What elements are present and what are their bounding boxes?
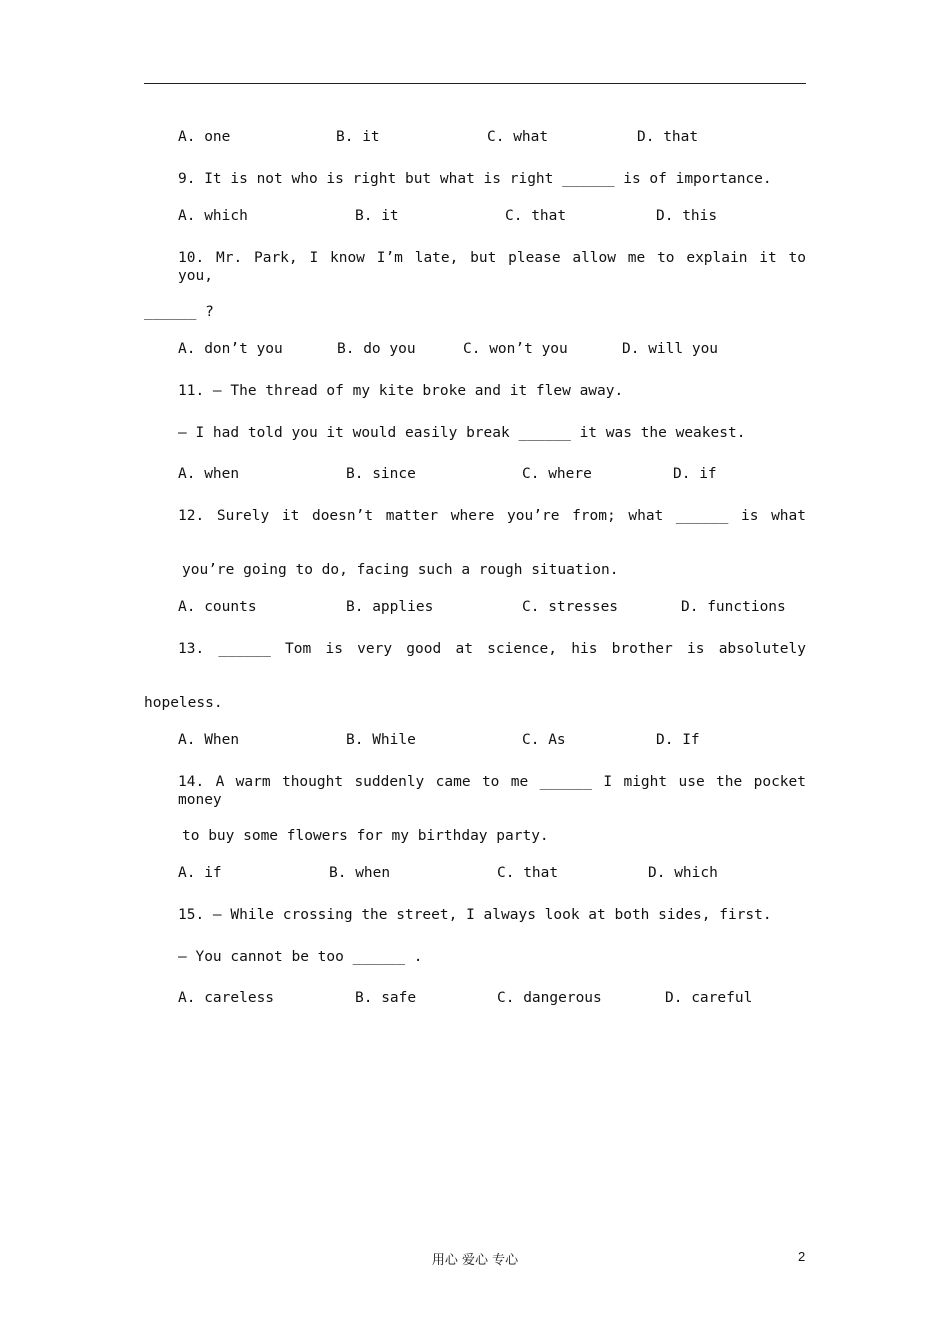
option-a[interactable]: A. when — [178, 466, 240, 482]
question-11-stem-line2: – I had told you it would easily break ______ it was the weakest. — [178, 425, 746, 441]
question-13-stem-line2: hopeless. — [144, 695, 223, 711]
option-a[interactable]: A. which — [178, 208, 248, 224]
option-a[interactable]: A. if — [178, 865, 222, 881]
option-c[interactable]: C. won’t you — [463, 341, 568, 357]
option-d[interactable]: D. this — [656, 208, 718, 224]
option-d[interactable]: D. If — [656, 732, 700, 748]
question-11-stem-line1: 11. – The thread of my kite broke and it flew away. — [178, 383, 624, 399]
option-c[interactable]: C. stresses — [522, 599, 619, 615]
question-10-stem-line1: 10. Mr. Park, I know I’m late, but please allow me to explain it to you, — [178, 250, 806, 284]
question-10-stem-line2: ______ ? — [144, 304, 214, 320]
option-b[interactable]: B. when — [329, 865, 391, 881]
header-rule — [144, 83, 806, 84]
option-c[interactable]: C. As — [522, 732, 566, 748]
question-15-stem-line2: – You cannot be too ______ . — [178, 949, 423, 965]
option-b[interactable]: B. it — [336, 129, 380, 145]
question-15-stem-line1: 15. – While crossing the street, I always look at both sides, first. — [178, 907, 772, 923]
question-12-stem-line1: 12. Surely it doesn’t matter where you’re from; what ______ is what — [178, 508, 806, 524]
option-d[interactable]: D. careful — [665, 990, 753, 1006]
option-b[interactable]: B. since — [346, 466, 416, 482]
option-d[interactable]: D. will you — [622, 341, 719, 357]
option-d[interactable]: D. if — [673, 466, 717, 482]
question-14-stem-line2: to buy some flowers for my birthday party. — [182, 828, 549, 844]
question-14-stem-line1: 14. A warm thought suddenly came to me ______ I might use the pocket money — [178, 774, 806, 808]
option-c[interactable]: C. dangerous — [497, 990, 602, 1006]
option-b[interactable]: B. While — [346, 732, 416, 748]
option-a[interactable]: A. don’t you — [178, 341, 283, 357]
option-c[interactable]: C. that — [505, 208, 567, 224]
page-number: 2 — [798, 1249, 806, 1264]
option-b[interactable]: B. safe — [355, 990, 417, 1006]
option-c[interactable]: C. what — [487, 129, 549, 145]
option-c[interactable]: C. where — [522, 466, 592, 482]
option-c[interactable]: C. that — [497, 865, 559, 881]
option-a[interactable]: A. When — [178, 732, 240, 748]
option-a[interactable]: A. one — [178, 129, 231, 145]
option-b[interactable]: B. applies — [346, 599, 434, 615]
option-a[interactable]: A. careless — [178, 990, 275, 1006]
option-d[interactable]: D. that — [637, 129, 699, 145]
question-12-stem-line2: you’re going to do, facing such a rough situation. — [182, 562, 619, 578]
question-9-stem: 9. It is not who is right but what is right ______ is of importance. — [178, 171, 772, 187]
page-footer: 用心 爱心 专心 — [431, 1253, 519, 1268]
option-d[interactable]: D. which — [648, 865, 718, 881]
option-b[interactable]: B. do you — [337, 341, 416, 357]
option-d[interactable]: D. functions — [681, 599, 786, 615]
option-a[interactable]: A. counts — [178, 599, 257, 615]
question-13-stem-line1: 13. ______ Tom is very good at science, his brother is absolutely — [178, 641, 806, 657]
option-b[interactable]: B. it — [355, 208, 399, 224]
